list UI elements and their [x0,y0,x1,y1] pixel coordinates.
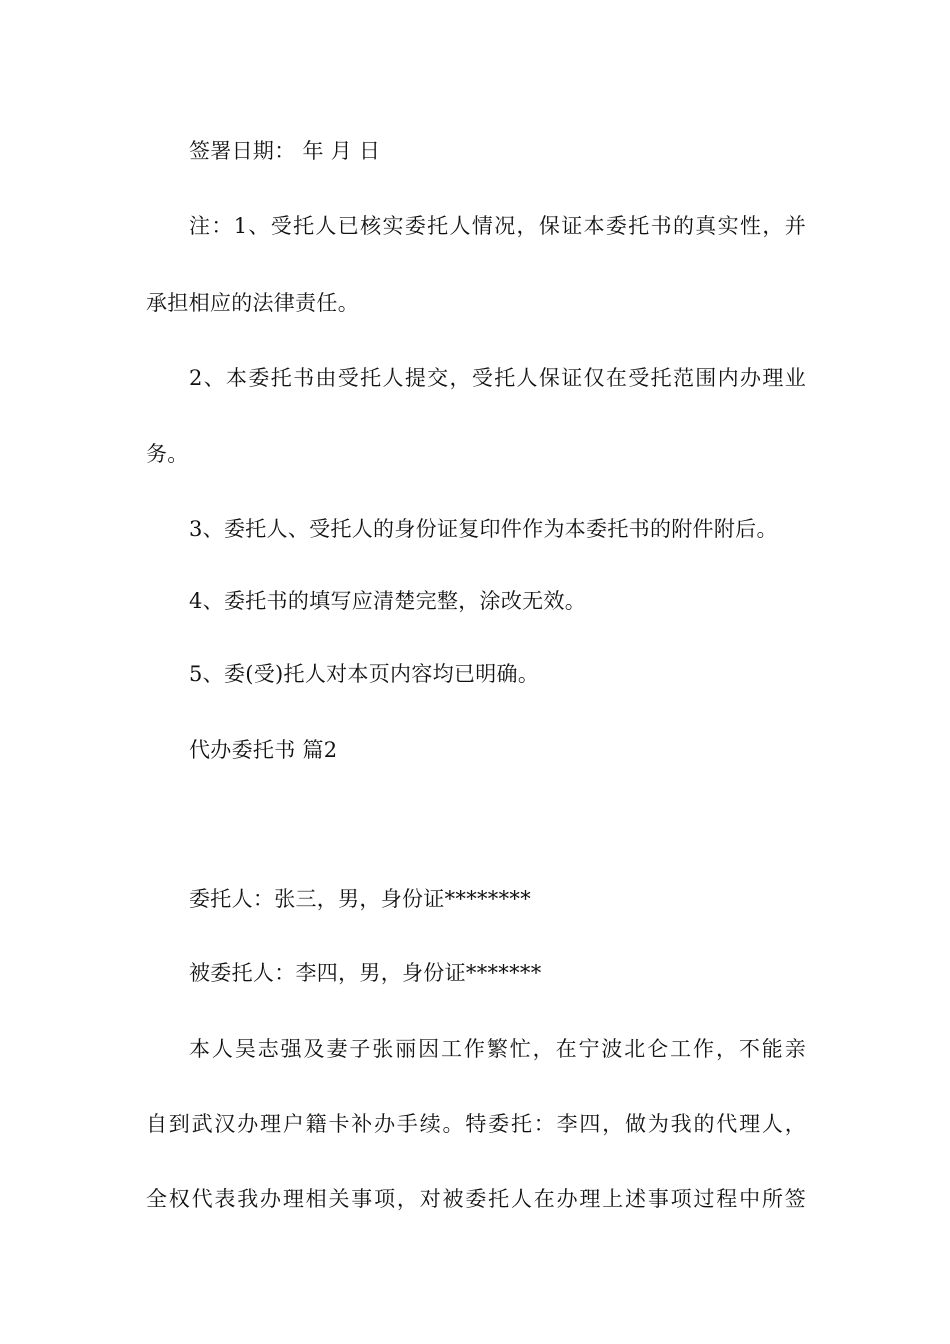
note-5-line: 5、委(受)托人对本页内容均已明确。 [189,662,540,686]
note-1-line-1: 注：1、受托人已核实委托人情况，保证本委托书的真实性，并 [189,214,806,238]
body-line-1: 本人吴志强及妻子张丽因工作繁忙，在宁波北仑工作，不能亲 [189,1037,806,1061]
body-line-2: 自到武汉办理户籍卡补办手续。特委托：李四，做为我的代理人， [146,1112,806,1136]
note-4-line: 4、委托书的填写应清楚完整，涂改无效。 [189,589,587,613]
body-line-3: 全权代表我办理相关事项，对被委托人在办理上述事项过程中所签 [146,1187,806,1211]
note-3-line: 3、委托人、受托人的身份证复印件作为本委托书的附件附后。 [189,517,778,541]
principal-line: 委托人：张三，男，身份证******** [189,887,531,911]
signing-date-line: 签署日期： 年 月 日 [189,139,381,163]
note-1-line-2: 承担相应的法律责任。 [146,291,359,315]
section-heading: 代办委托书 篇2 [189,738,338,762]
note-2-line-1: 2、本委托书由受托人提交，受托人保证仅在受托范围内办理业 [189,366,806,390]
note-2-line-2: 务。 [146,442,189,466]
agent-line: 被委托人：李四，男，身份证******* [189,961,542,985]
